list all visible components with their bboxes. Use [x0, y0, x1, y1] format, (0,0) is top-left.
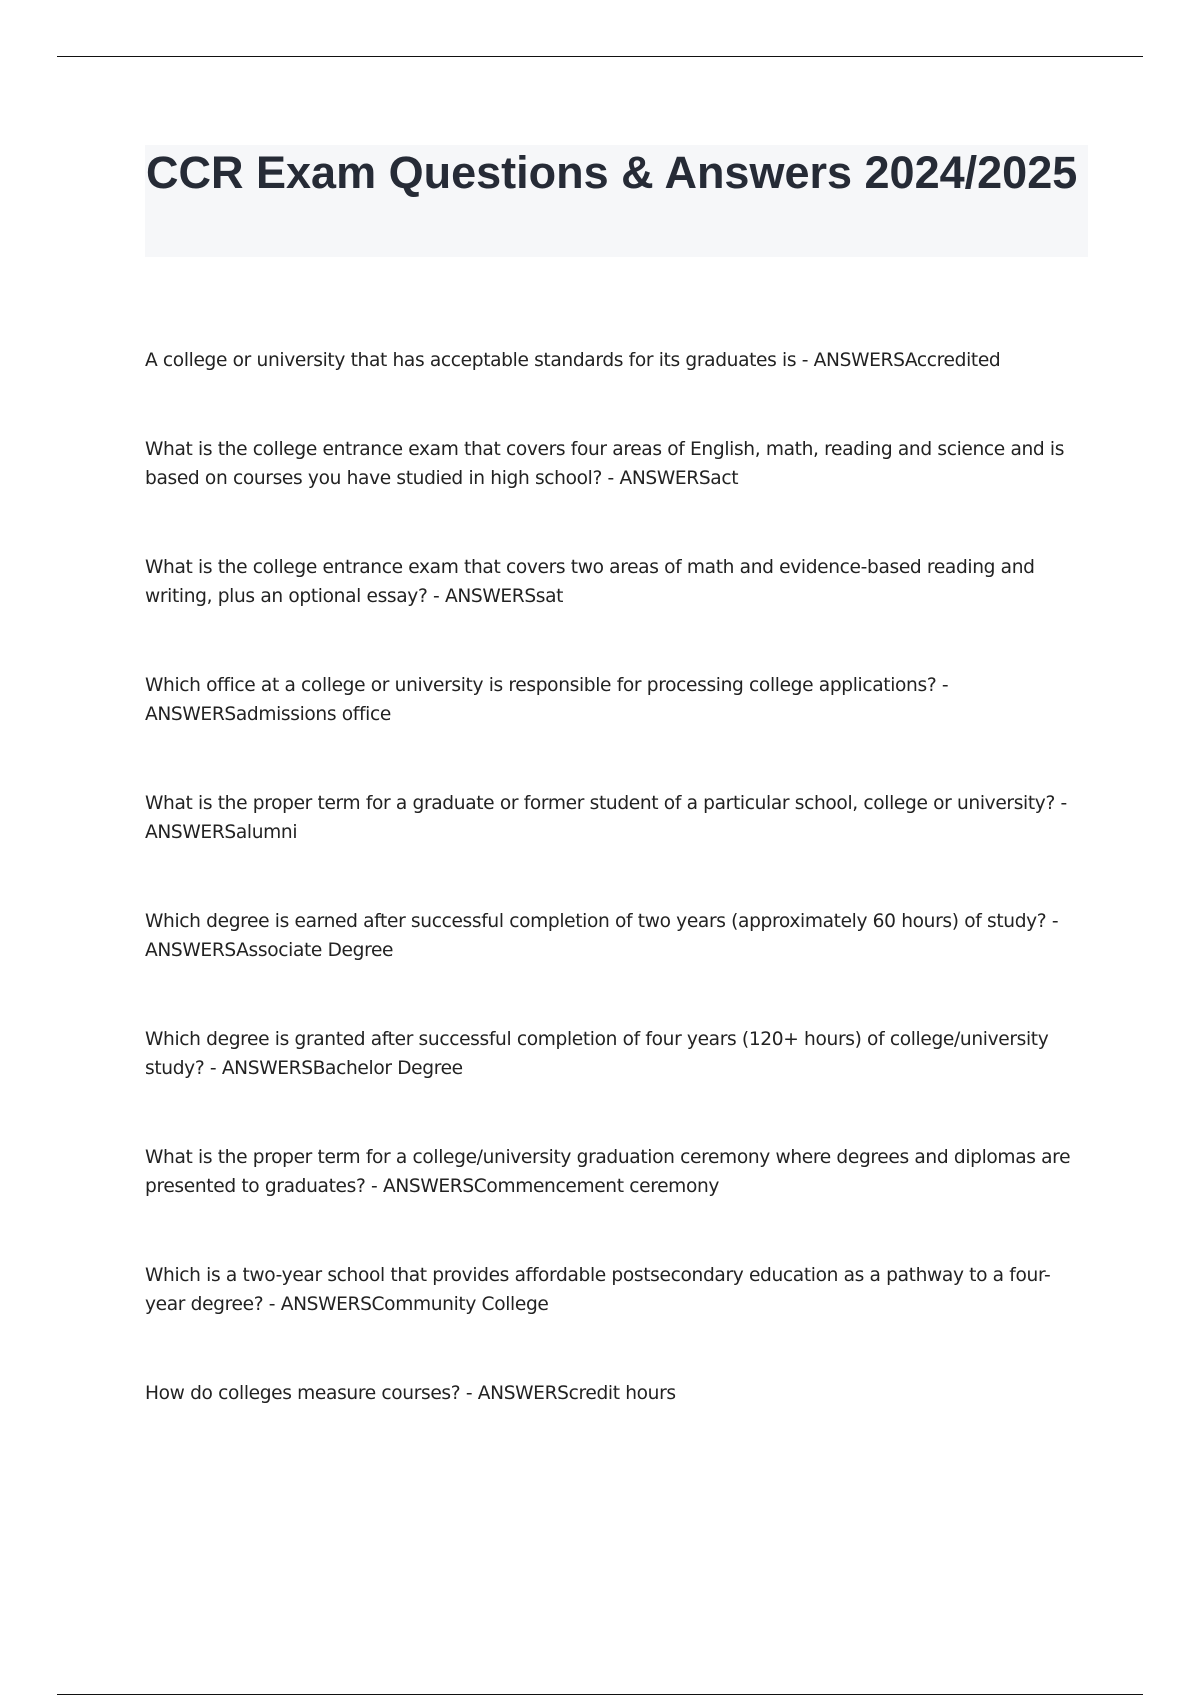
title-block	[145, 145, 1088, 257]
qa-item: What is the proper term for a college/university graduation ceremony where degrees and diplomas are presented to graduates? - ANSWERSCommencement ceremony	[145, 1147, 1071, 1197]
qa-item: What is the college entrance exam that covers four areas of English, math, reading and science and is based on courses you have studied in high school? - ANSWERSact	[145, 439, 1065, 489]
qa-item: Which degree is granted after successful completion of four years (120+ hours) of college/university study? - ANSWERSBachelor Degree	[145, 1029, 1049, 1079]
qa-item: A college or university that has acceptable standards for its graduates is - ANSWERSAccredited	[145, 350, 1001, 371]
qa-item: Which degree is earned after successful completion of two years (approximately 60 hours) of study? - ANSWERSAssociate Degree	[145, 911, 1059, 961]
bottom-divider	[57, 1694, 1143, 1695]
qa-item: What is the proper term for a graduate or former student of a particular school, college or university? - ANSWERSalumni	[145, 793, 1067, 843]
qa-item: How do colleges measure courses? - ANSWERScredit hours	[145, 1383, 676, 1404]
qa-list	[145, 346, 1090, 1468]
top-divider	[57, 56, 1143, 57]
page-title: CCR Exam Questions & Answers 2024/2025	[146, 147, 1078, 198]
qa-item: Which office at a college or university is responsible for processing college applications? - ANSWERSadmissions office	[145, 675, 949, 725]
qa-item: What is the college entrance exam that covers two areas of math and evidence-based reading and writing, plus an optional essay? - ANSWERSsat	[145, 557, 1035, 607]
qa-item: Which is a two-year school that provides affordable postsecondary education as a pathway to a four-year degree? - ANSWERSCommunity College	[145, 1265, 1051, 1315]
